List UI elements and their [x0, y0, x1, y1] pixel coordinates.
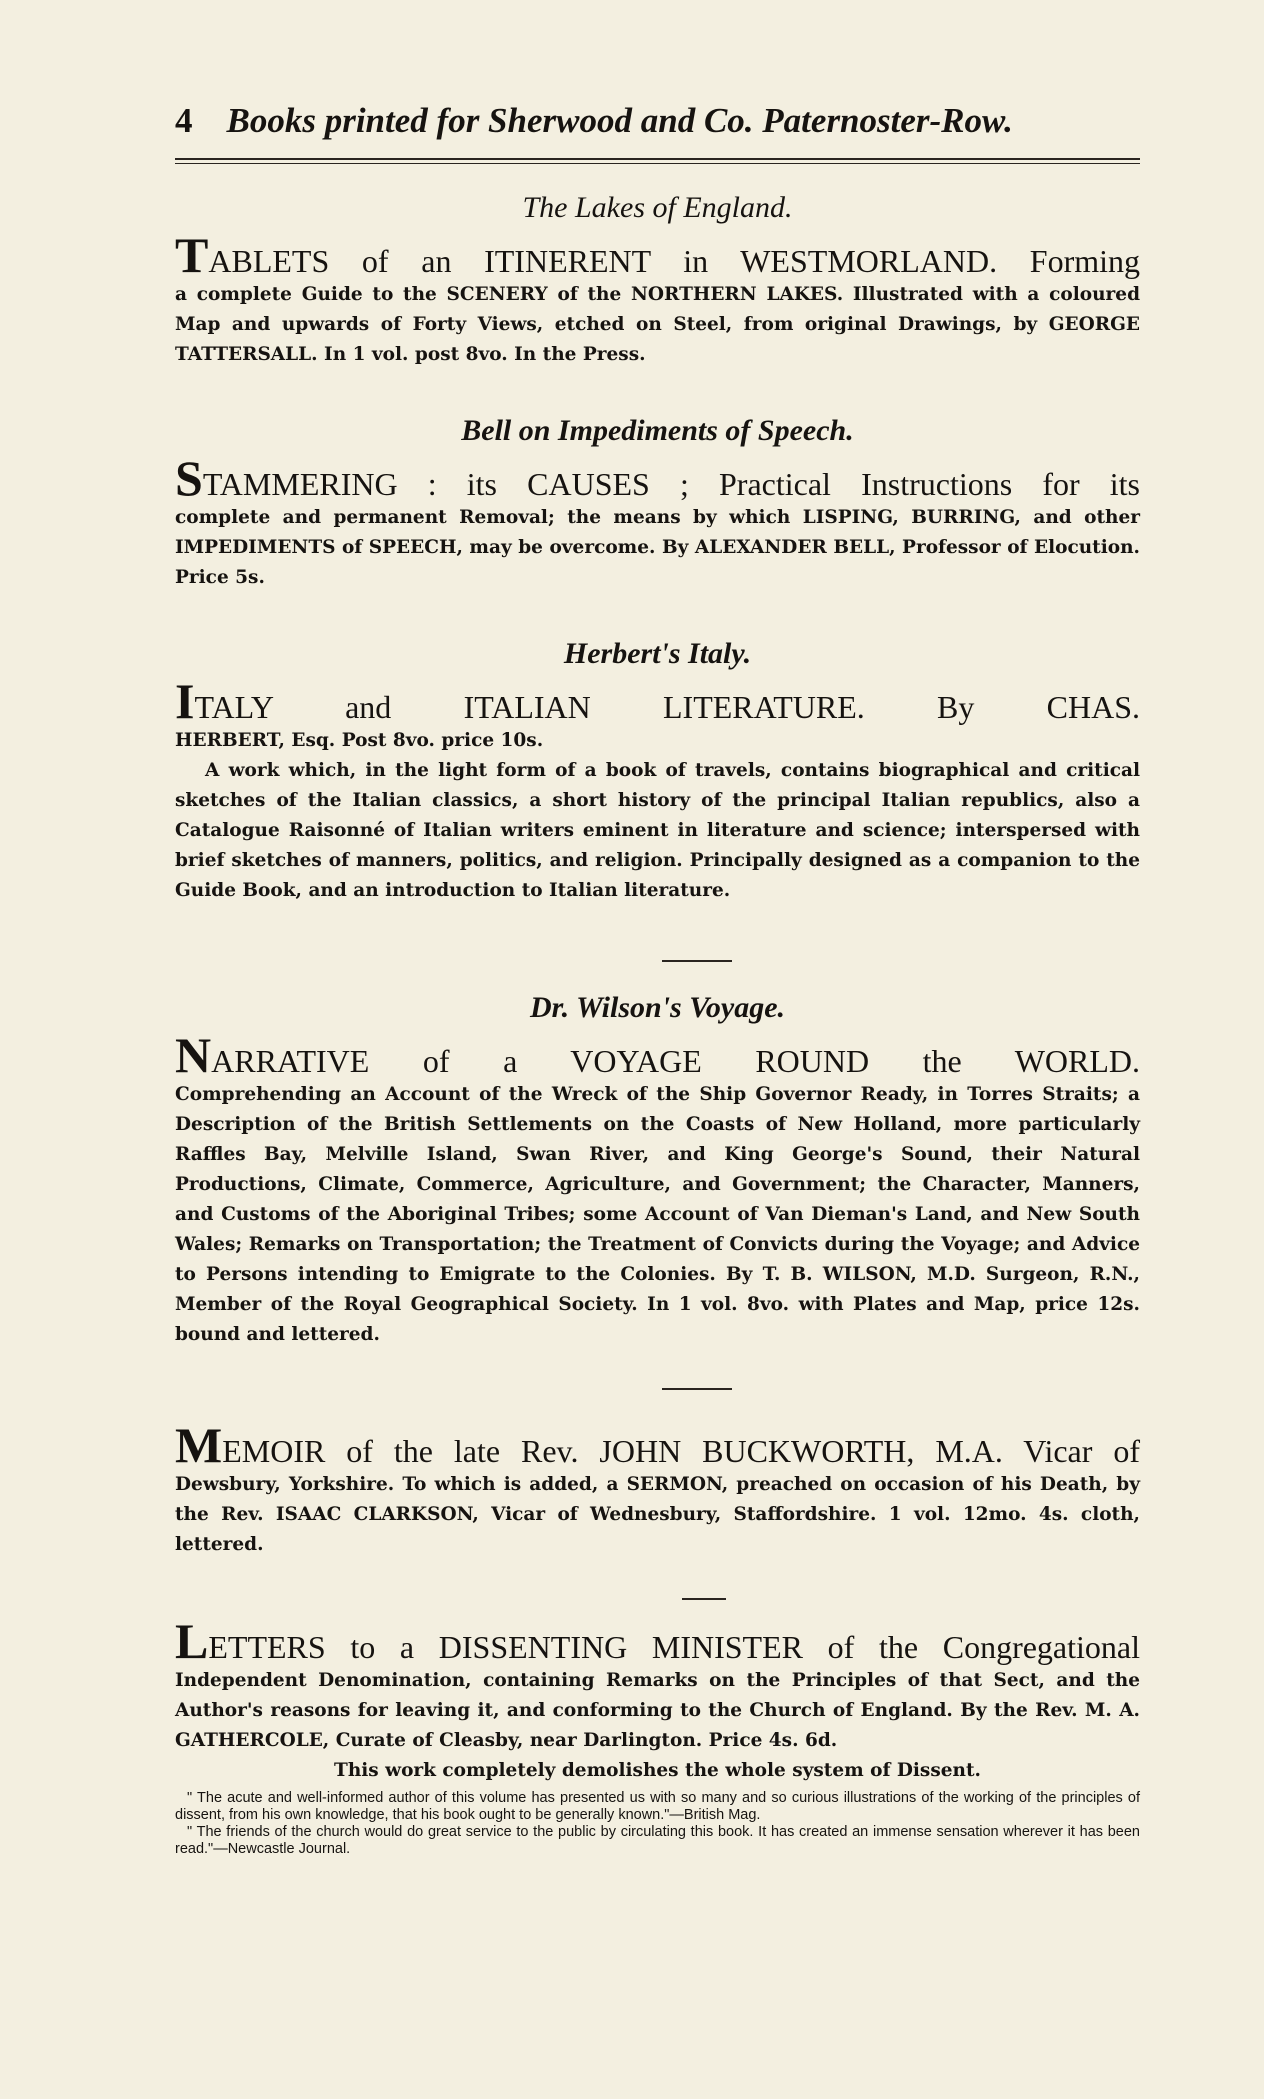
header-title: Books printed for Sherwood and Co. Paternoster-Row.: [226, 101, 1013, 140]
entry-description: A work which, in the light form of a book of travels, contains biographical and critical sketches of the Italian classics, a short history of the principal Italian republics, also a Catalogue Raisonné of Italian writers eminent in literature and science; interspersed with brief sketches of manners, politics, and religion. Principally designed as a companion to the Guide Book, and an introduction to Italian literature.: [175, 760, 1140, 901]
entry-lead: [175, 1613, 1140, 1669]
entry-title: The Lakes of England.: [522, 191, 793, 224]
drop-cap: S: [175, 450, 203, 506]
entry-title: Dr. Wilson's Voyage.: [529, 991, 786, 1024]
entry-body: a complete Guide to the SCENERY of the NORTHERN LAKES. Illustrated with a coloured Map and upwards of Forty Views, etched on Steel, from original Drawings, by GEORGE TATTERSALL. In 1 vol. post 8vo. In the Press.: [175, 284, 1140, 365]
entry-lead: [175, 227, 1140, 283]
header-rule: [175, 158, 1140, 164]
drop-cap: I: [175, 673, 195, 729]
entry-body: Comprehending an Account of the Wreck of the Ship Governor Ready, in Torres Straits; a Description of the British Settlements on the Coasts of New Holland, more particularly Raffles Bay, Melville Island, Swan River, and King George's Sound, their Natural Productions, Climate, Commerce, Agriculture, and Government; the Character, Manners, and Customs of the Aboriginal Tribes; some Account of Van Dieman's Land, and New South Wales; Remarks on Transportation; the Treatment of Convicts during the Voyage; and Advice to Persons intending to Emigrate to the Colonies. By T. B. WILSON, M.D. Surgeon, R.N., Member of the Royal Geographical Society. In 1 vol. 8vo. with Plates and Map, price 12s. bound and lettered.: [175, 1084, 1140, 1345]
entry-body: Independent Denomination, containing Remarks on the Principles of that Sect, and the Author's reasons for leaving it, and conforming to the Church of England. By the Rev. M. A. GATHERCOLE, Curate of Cleasby, near Darlington. Price 4s. 6d.: [175, 1670, 1140, 1751]
drop-cap: M: [175, 1417, 223, 1473]
entry-lakes-of-england: [175, 190, 1140, 370]
lead-text: ETTERS to a DISSENTING MINISTER of the Congregational: [208, 1629, 1140, 1665]
entry-letters-dissenting-minister: [175, 1613, 1140, 1858]
entry-herberts-italy: [175, 636, 1140, 906]
lead-text: ARRATIVE of a VOYAGE ROUND the WORLD.: [211, 1043, 1140, 1079]
press-quotes: [175, 1790, 1140, 1858]
press-quote: " The acute and well-informed author of this volume has presented us with so many and so curious illustrations of the working of the principles of dissent, from his own knowledge, that his book ought to be generally known."—British Mag.: [175, 1790, 1140, 1823]
lead-text: EMOIR of the late Rev. JOHN BUCKWORTH, M.A. Vicar of: [222, 1433, 1140, 1469]
section-rule: [662, 960, 732, 962]
entry-body: HERBERT, Esq. Post 8vo. price 10s.: [175, 730, 544, 751]
entry-lead: [175, 450, 1140, 506]
drop-cap: L: [175, 1613, 209, 1669]
page-number: 4: [175, 101, 193, 140]
section-rule: [662, 1388, 732, 1390]
entry-lead: [175, 1417, 1140, 1473]
lead-text: TAMMERING : its CAUSES ; Practical Instructions for its: [202, 466, 1140, 502]
entry-body: Dewsbury, Yorkshire. To which is added, a SERMON, preached on occasion of his Death, by the Rev. ISAAC CLARKSON, Vicar of Wednesbury, Staffordshire. 1 vol. 12mo. 4s. cloth, lettered.: [175, 1474, 1140, 1555]
lead-text: TALY and ITALIAN LITERATURE. By CHAS.: [194, 689, 1140, 725]
entry-title: Bell on Impediments of Speech.: [461, 414, 854, 447]
entry-buckworth-memoir: [175, 1417, 1140, 1560]
entry-title: Herbert's Italy.: [563, 637, 752, 670]
lead-text: ABLETS of an ITINERENT in WESTMORLAND. Forming: [208, 243, 1140, 279]
section-rule: [682, 1598, 726, 1600]
entry-body: complete and permanent Removal; the means by which LISPING, BURRING, and other IMPEDIMENTS of SPEECH, may be overcome. By ALEXANDER BELL, Professor of Elocution. Price 5s.: [175, 507, 1140, 588]
drop-cap: T: [175, 227, 209, 283]
entry-description: This work completely demolishes the whole system of Dissent.: [334, 1760, 981, 1781]
entry-bell-on-speech: [175, 413, 1140, 593]
running-header: [175, 100, 1175, 142]
drop-cap: N: [175, 1027, 212, 1083]
entry-lead: [175, 1027, 1140, 1083]
press-quote: " The friends of the church would do great service to the public by circulating this book. It has created an immense sensation wherever it has been read."—Newcastle Journal.: [175, 1824, 1140, 1857]
entry-wilsons-voyage: [175, 990, 1140, 1350]
entry-lead: [175, 673, 1140, 729]
